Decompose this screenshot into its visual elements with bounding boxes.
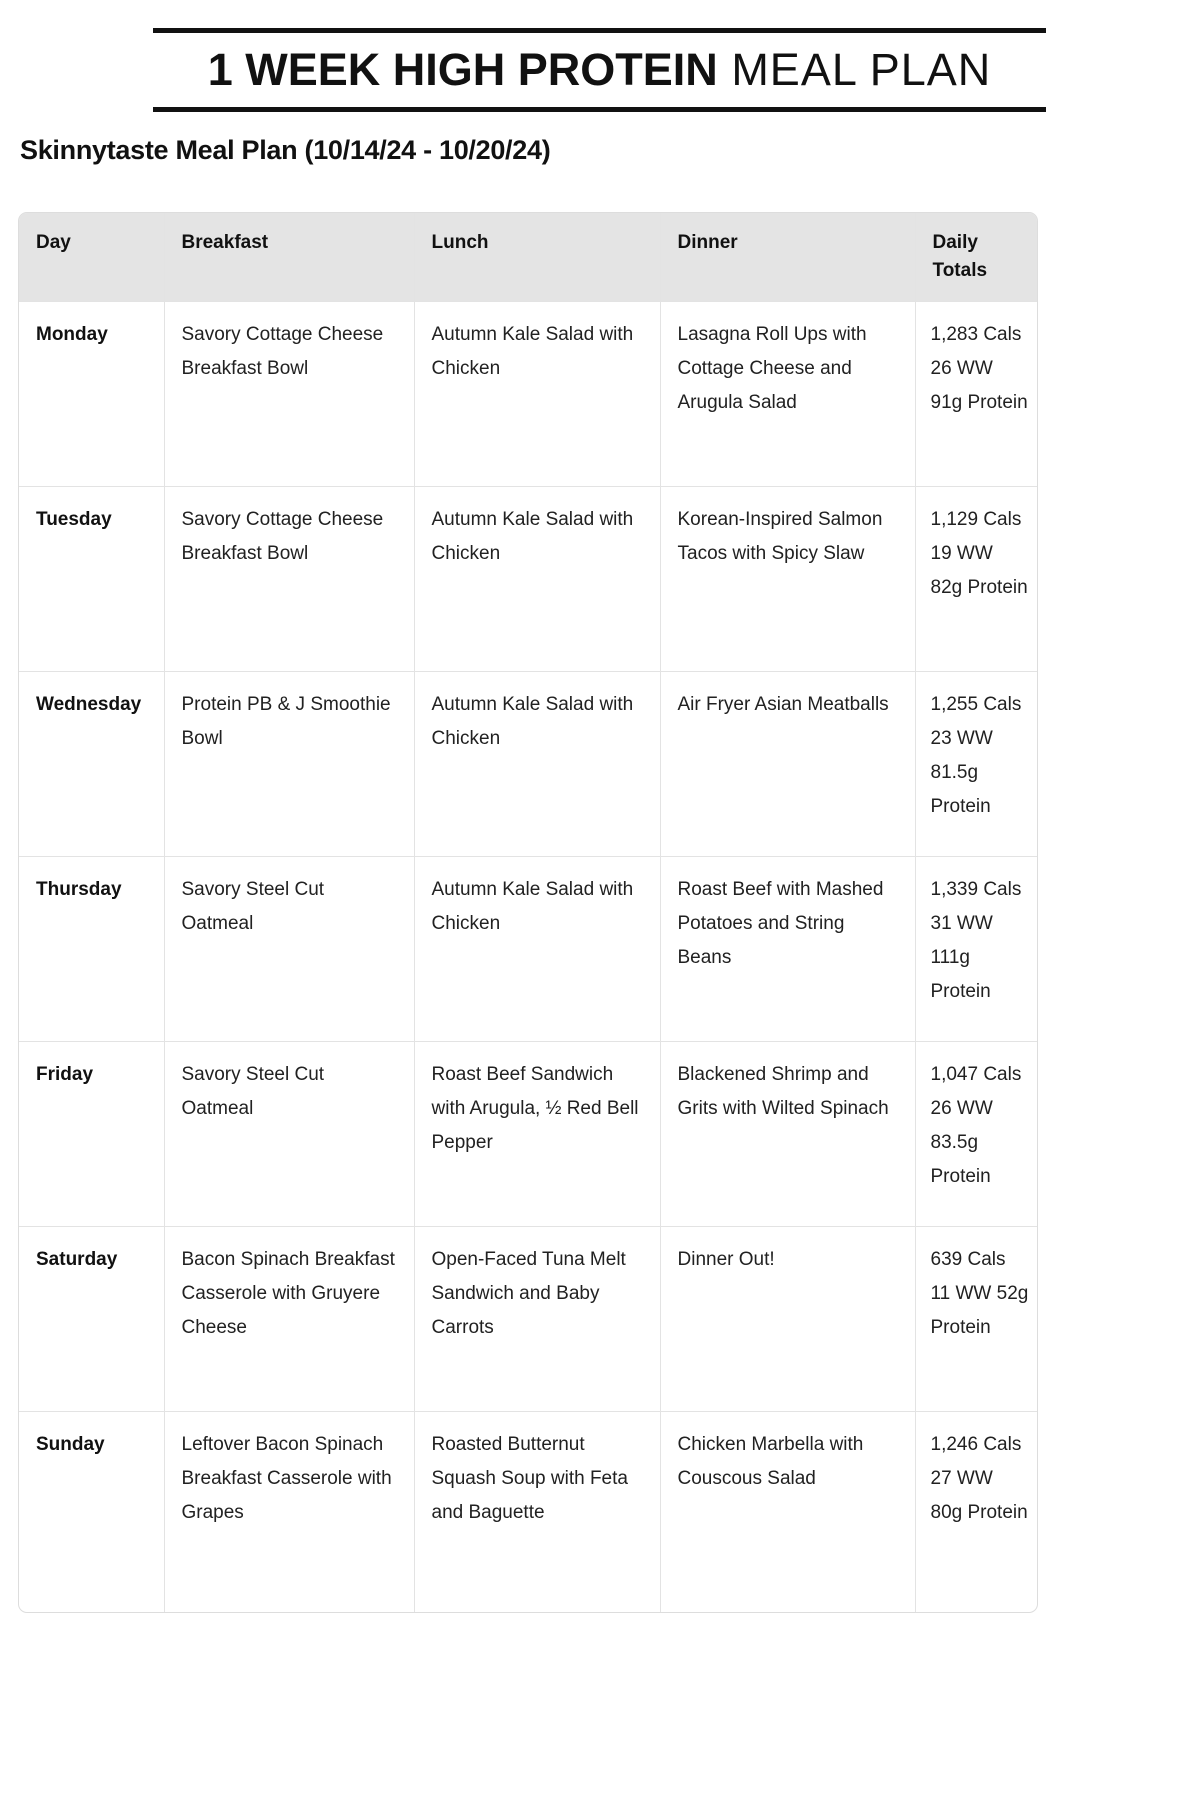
cell-day: Saturday [19, 1227, 164, 1412]
cell-daily-totals: 1,339 Cals 31 WW 111g Protein [915, 857, 1037, 1042]
cell-day: Monday [19, 302, 164, 487]
page-title-strong: 1 WEEK HIGH PROTEIN [207, 44, 718, 95]
cell-day: Sunday [19, 1412, 164, 1612]
page-title [153, 33, 1046, 107]
cell-breakfast: Bacon Spinach Breakfast Casserole with Gruyere Cheese [164, 1227, 414, 1412]
cell-dinner: Roast Beef with Mashed Potatoes and String Beans [660, 857, 915, 1042]
cell-daily-totals: 639 Cals 11 WW 52g Protein [915, 1227, 1037, 1412]
cell-breakfast: Protein PB & J Smoothie Bowl [164, 672, 414, 857]
cell-lunch: Open-Faced Tuna Melt Sandwich and Baby Carrots [414, 1227, 660, 1412]
cell-day: Tuesday [19, 487, 164, 672]
cell-breakfast: Savory Steel Cut Oatmeal [164, 857, 414, 1042]
table-row [19, 1412, 1037, 1612]
table-row [19, 1227, 1037, 1412]
cell-dinner: Dinner Out! [660, 1227, 915, 1412]
cell-dinner: Chicken Marbella with Couscous Salad [660, 1412, 915, 1612]
cell-day: Wednesday [19, 672, 164, 857]
table-row [19, 672, 1037, 857]
page-title-light: MEAL PLAN [717, 44, 992, 95]
cell-breakfast: Leftover Bacon Spinach Breakfast Casserole with Grapes [164, 1412, 414, 1612]
title-rule-bottom [153, 107, 1046, 112]
cell-dinner: Korean-Inspired Salmon Tacos with Spicy Slaw [660, 487, 915, 672]
cell-daily-totals: 1,246 Cals 27 WW 80g Protein [930, 1434, 1028, 1523]
cell-daily-totals: 1,129 Cals 19 WW 82g Protein [915, 487, 1037, 672]
cell-daily-totals: 1,047 Cals 26 WW 83.5g Protein [915, 1042, 1037, 1227]
column-header-lunch: Lunch [414, 213, 660, 302]
column-header-dinner: Dinner [660, 213, 915, 302]
meal-plan-table [19, 213, 1037, 1612]
table-row [19, 487, 1037, 672]
cell-dinner: Blackened Shrimp and Grits with Wilted Spinach [660, 1042, 915, 1227]
table-header-row [19, 213, 1037, 302]
cell-breakfast: Savory Cottage Cheese Breakfast Bowl [164, 487, 414, 672]
cell-day: Thursday [19, 857, 164, 1042]
column-header-breakfast: Breakfast [164, 213, 414, 302]
table-body [19, 302, 1037, 1612]
cell-breakfast: Savory Steel Cut Oatmeal [164, 1042, 414, 1227]
cell-breakfast: Savory Cottage Cheese Breakfast Bowl [164, 302, 414, 487]
column-header-day: Day [19, 213, 164, 302]
table-row [19, 302, 1037, 487]
cell-lunch: Autumn Kale Salad with Chicken [414, 487, 660, 672]
cell-dinner: Lasagna Roll Ups with Cottage Cheese and Arugula Salad [660, 302, 915, 487]
cell-lunch: Roasted Butternut Squash Soup with Feta and Baguette [414, 1412, 660, 1612]
meal-plan-table-container [18, 212, 1038, 1613]
page-subtitle: Skinnytaste Meal Plan (10/14/24 - 10/20/24) [20, 135, 551, 165]
cell-lunch: Autumn Kale Salad with Chicken [414, 302, 660, 487]
title-block [153, 28, 1046, 112]
cell-lunch: Autumn Kale Salad with Chicken [414, 672, 660, 857]
cell-daily-totals: 1,255 Cals 23 WW 81.5g Protein [915, 672, 1037, 857]
table-row [19, 1042, 1037, 1227]
cell-dinner: Air Fryer Asian Meatballs [660, 672, 915, 857]
table-header [19, 213, 1037, 302]
cell-day: Friday [19, 1042, 164, 1227]
cell-daily-totals: 1,283 Cals 26 WW 91g Protein [915, 302, 1037, 487]
cell-lunch: Autumn Kale Salad with Chicken [414, 857, 660, 1042]
table-row [19, 857, 1037, 1042]
cell-lunch: Roast Beef Sandwich with Arugula, ½ Red Bell Pepper [414, 1042, 660, 1227]
column-header-daily-totals: Daily Totals [915, 213, 1037, 302]
